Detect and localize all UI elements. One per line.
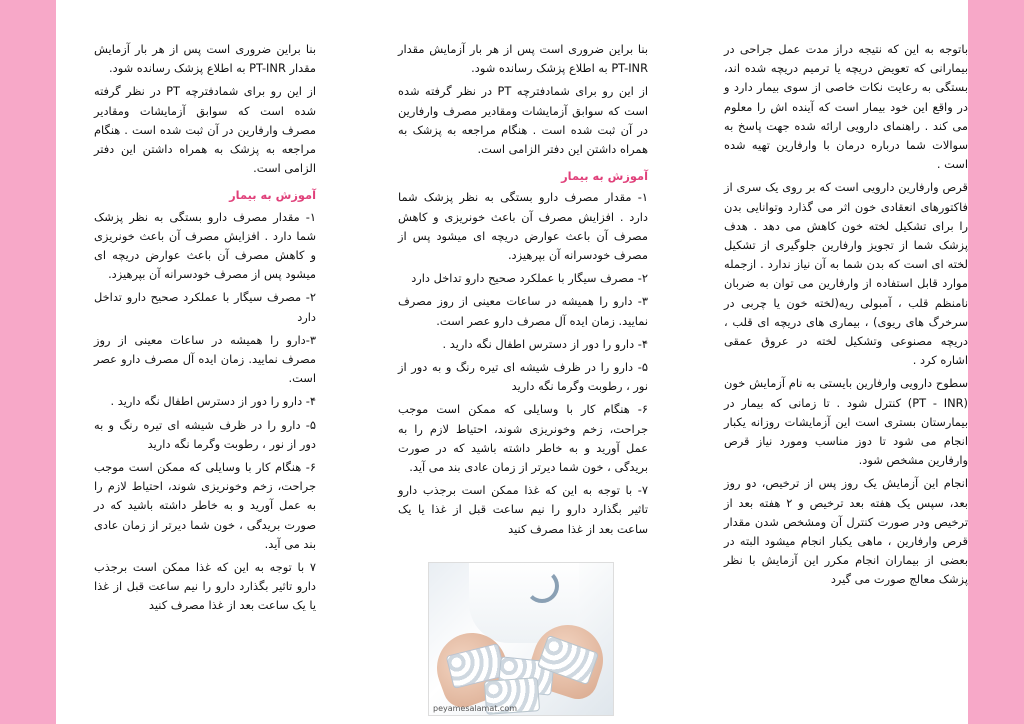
middle-item: ۳- دارو را همیشه در ساعات معینی از روز مصرف نمایید. زمان ایده آل مصرف دارو عصر است. — [398, 294, 648, 328]
right-paragraph: انجام این آزمایش یک روز پس از ترخیص، دو روز بعد، سپس یک هفته بعد ترخیص و ۲ هفته بعد از ترخیص ودر صورت کنترل آن ومشخص شدن مقدار قرص وارفارین ، ماهی یکبار انجام میشود البته در بعضی از بیماران انجام مکرر این آزمایش با نظر پزشک معالج صورت می گیرد — [724, 476, 968, 587]
right-paragraph: سطوح دارویی وارفارین بایستی به نام آزمایش خون (PT - INR) کنترل شود . تا زمانی که بیمار در بیمارستان بستری است این آزمایشات روزانه یکبار انجام می شود تا دوز مناسب ومورد نیاز قرص وارفارین مشخص شود. — [724, 376, 968, 468]
pills-in-hands-image — [428, 562, 614, 716]
middle-item: ۲- مصرف سیگار با عملکرد صحیح دارو تداخل دارد — [411, 271, 648, 286]
left-item: ۷ با توجه به این که غذا ممکن است برجذب دارو تاثیر بگذارد دارو را نیم ساعت قبل از غذا یا یک ساعت بعد از غذا مصرف کنید — [94, 560, 316, 613]
left-item: ۲- مصرف سیگار با عملکرد صحیح دارو تداخل دارد — [94, 290, 316, 324]
left-heading: آموزش به بیمار — [229, 188, 316, 203]
middle-item: ۵- دارو را در ظرف شیشه ای تیره رنگ و به دور از نور ، رطوبت وگرما نگه دارید — [398, 360, 648, 394]
stethoscope-icon — [525, 569, 559, 603]
middle-item: ۱- مقدار مصرف دارو بستگی به نظر پزشک شما دارد . افزایش مصرف آن باعث خونریزی و کاهش مصرف آن باعث عوارض دریچه ای میشود پس از مصرف خودسرانه آن بپرهیزد. — [398, 190, 648, 263]
left-intro: بنا براین ضروری است پس از هر بار آزمایش مقدار PT-INR به اطلاع پزشک رسانده شود. — [94, 42, 316, 76]
left-column — [94, 40, 316, 620]
left-item: ۱- مقدار مصرف دارو بستگی به نظر پزشک شما دارد . افزایش مصرف آن باعث خونریزی و کاهش مصرف آن باعث عوارض دریچه ای میشود پس از مصرف خودسرانه آن بپرهیزد. — [94, 209, 316, 282]
left-item: ۳-دارو را همیشه در ساعات معینی از روز مصرف نمایید. زمان ایده آل مصرف دارو عصر است. — [94, 332, 316, 386]
right-paragraph: باتوجه به این که نتیجه دراز مدت عمل جراحی در بیمارانی که تعویض دریچه یا ترمیم دریچه شده اند، بستگی به رعایت نکات خاصی از سوی بیمار دارد و در واقع این خود بیمار است که آینده اش را معلوم می کند . راهنمای دارویی ارائه شده جهت پاسخ به سوالات شما درباره درمان با وارفارین تهیه شده است . — [724, 42, 968, 172]
middle-heading: آموزش به بیمار — [561, 169, 648, 184]
middle-column — [398, 40, 648, 543]
right-pink-band — [968, 0, 1024, 724]
photo-watermark: peyamesalamat.com — [433, 704, 518, 713]
middle-intro: از این رو برای شمادفترچه PT در نظر گرفته شده است که سوابق آزمایشات ومقادیر مصرف وارفارین در آن ثبت شده است . هنگام مراجعه به پزشک به همراه داشتن این دفتر الزامی است. — [398, 84, 648, 157]
middle-item: ۷- با توجه به این که غذا ممکن است برجذب دارو تاثیر بگذارد دارو را نیم ساعت قبل از غذا یا یک ساعت بعد از غذا مصرف کنید — [398, 483, 648, 536]
middle-item: ۶- هنگام کار با وسایلی که ممکن است موجب جراحت، زخم وخونریزی شوند، احتیاط لازم را به عمل آورید و به خاطر داشته باشید که در صورت بریدگی ، خون شما دیرتر از زمان عادی بند می آید. — [398, 402, 648, 475]
left-item: ۶- هنگام کار با وسایلی که ممکن است موجب جراحت، زخم وخونریزی شوند، احتیاط لازم را به عمل آورید و به خاطر داشته باشید که در صورت بریدگی ، خون شما دیرتر از زمان عادی بند می آید. — [94, 460, 316, 551]
left-intro: از این رو برای شمادفترچه PT در نظر گرفته شده است که سوابق آزمایشات ومقادیر مصرف وارفارین در آن ثبت شده است . هنگام مراجعه به پزشک به همراه داشتن این دفتر الزامی است. — [94, 84, 316, 176]
left-item: ۴- دارو را دور از دسترس اطفال نگه دارید . — [110, 394, 316, 409]
left-pink-band — [0, 0, 56, 724]
middle-item: ۴- دارو را دور از دسترس اطفال نگه دارید . — [442, 336, 648, 351]
right-paragraph: قرص وارفارین دارویی است که بر روی یک سری از فاکتورهای انعقادی خون اثر می گذارد وتوانایی بدن را برای تشکیل لخته خون کاهش می دهد . هدف پزشک شما از تجویز وارفارین جلوگیری از تشکیل لخته ای است که بدن شما به آن نیاز ندارد . ازجمله موارد قابل استفاده از وارفارین می توان به ضربان نامنظم قلب ، آمبولی ریه(لخته خون یا چربی در سرخرگ های ریوی) ، بیماری های دریچه ای قلب ، دریچه مصنوعی وتشکیل لخته در عروق عمقی اشاره کرد . — [724, 180, 968, 368]
middle-intro: بنا براین ضروری است پس از هر بار آزمایش مقدار PT-INR به اطلاع پزشک رسانده شود. — [398, 42, 648, 76]
right-column — [724, 40, 968, 594]
left-item: ۵- دارو را در ظرف شیشه ای تیره رنگ و به دور از نور ، رطوبت وگرما نگه دارید — [94, 417, 316, 451]
